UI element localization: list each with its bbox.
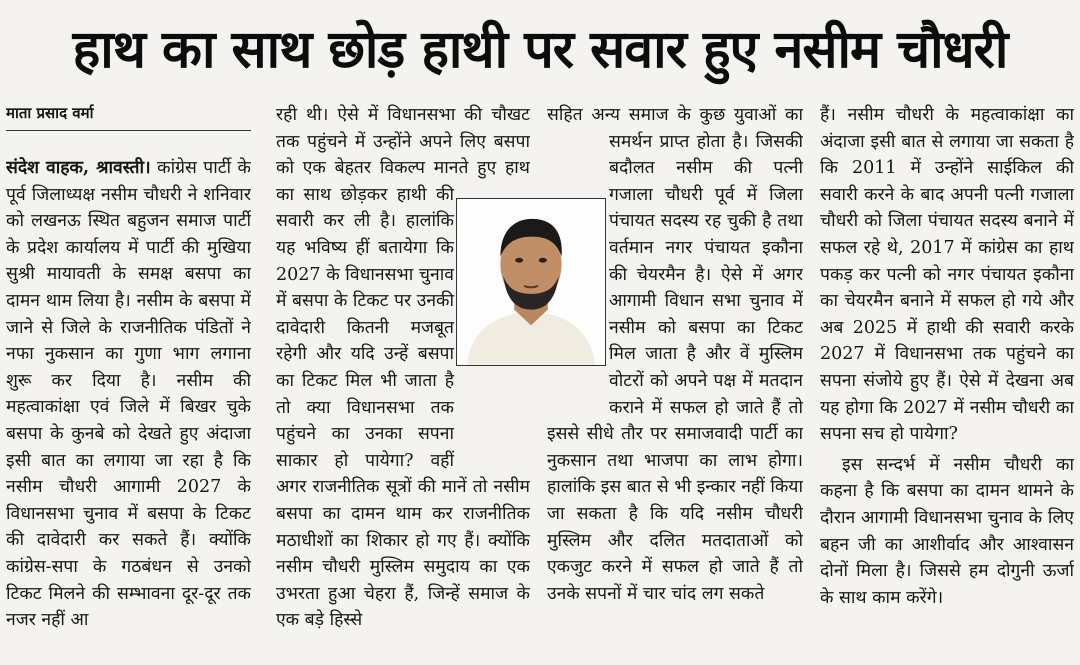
lead-paragraph [6,155,251,634]
column-2-text: रही थी। ऐसे में विधानसभा की चौखट तक पहुंचने में उन्होंने अपने लिए बसपा को एक बेहतर विकल्प मानते हुए हाथ का साथ छोड़कर हाथी की सवारी कर ली है। हालांकि यह भविष्य हीं बतायेगा कि 2027 के विधानसभा चुनाव में बसपा के टिकट पर उनकी दावेदारी कितनी मजबूत रहेगी और यदि उन्हें बसपा का टिकट मिल भी जाता है तो क्या विधानसभा तक पहुंचने का उनका सपना साकार हो पायेगा? वहीं अगर राजनीतिक सूत्रों की मानें तो नसीम बसपा का दामन थाम कर राजनीतिक मठाधीशों का शिकार हो गए हैं। क्योंकि नसीम चौधरी मुस्लिम समुदाय का एक उभरता हुआ चेहरा हैं, जिन्हें समाज के एक बड़े हिस्से [276,105,530,631]
article-column-3 [547,102,803,660]
quote-paragraph: इस सन्दर्भ में नसीम चौधरी का कहना है कि बसपा का दामन थामने के दौरान आगामी विधानसभा चुनाव के लिए बहन जी का आशीर्वाद और आश्वासन दोनों मिला है। जिससे हम दोगुनी ऊर्जा के साथ काम करेंगे। [820,454,1074,608]
column-3-text: सहित अन्य समाज के कुछ युवाओं का समर्थन प्राप्त होता है। जिसकी बदौलत नसीम की पत्नी गजाला चौधरी पूर्व में जिला पंचायत सदस्य रह चुकी है तथा वर्तमान नगर पंचायत इकौना की चेयरमैन है। ऐसे में अगर आगामी विधान सभा चुनाव में नसीम को बसपा का टिकट मिल जाता है और वें मुस्लिम वोटरों को अपने पक्ष में मतदान कराने में सफल हो जाते हैं तो इससे सीधे तौर पर समाजवादी पार्टी का नुकसान तथा भाजपा का लाभ होगा। हालांकि इस बात से भी इन्कार नहीं किया जा सकता है कि यदि नसीम चौधरी मुस्लिम और दलित मतदाताओं को एकजुट करने में सफल हो जाते हैं तो उनके सपनों में चार चांद लग सकते [547,105,803,604]
dateline: संदेश वाहक, श्रावस्ती। [6,158,151,178]
article-column-2 [276,102,530,660]
person-photo [456,198,606,366]
person-portrait-icon [457,199,605,365]
column-1-text: कांग्रेस पार्टी के पूर्व जिलाध्यक्ष नसीम चौधरी ने शनिवार को लखनऊ स्थित बहुजन समाज पार्टी के प्रदेश कार्यालय में पार्टी की मुखिया सुश्री मायावती के समक्ष बसपा का दामन थाम लिया है। नसीम के बसपा में जाने से जिले के राजनीतिक पंडितों ने नफा नुकसान का गुणा भाग लगाना शुरू कर दिया है। नसीम की महत्वाकांक्षा एवं जिले में बिखर चुके बसपा के कुनबे को देखते हुए अंदाजा इसी बात का लगाया जा रहा है कि नसीम चौधरी आगामी 2027 के विधानसभा चुनाव में बसपा के टिकट की दावेदारी कर सकते हैं। क्योंकि कांग्रेस-सपा के गठबंधन से उनको टिकट मिलने की सम्भावना दूर-दूर तक नजर नहीं आ [6,158,251,631]
headline: हाथ का साथ छोड़ हाथी पर सवार हुए नसीम चौधरी [72,20,1008,80]
byline: माता प्रसाद वर्मा [6,102,251,131]
column-4-text: हैं। नसीम चौधरी के महत्वाकांक्षा का अंदाजा इसी बात से लगाया जा सकता है कि 2011 में उन्होंने साईकिल की सवारी करने के बाद अपनी पत्नी गजाला चौधरी को जिला पंचायत सदस्य बनाने में सफल रहे थे, 2017 में कांग्रेस का हाथ पकड़ कर पत्नी को नगर पंचायत इकौना का चेयरमैन बनाने में सफल हो गये और अब 2025 में हाथी की सवारी करके 2027 में विधानसभा तक पहुंचने का सपना संजोये हुए हैं। ऐसे में देखना अब यह होगा कि 2027 में नसीम चौधरी का सपना सच हो पायेगा? [820,105,1074,445]
article-column-1 [6,102,251,660]
article-column-4 [820,102,1074,660]
